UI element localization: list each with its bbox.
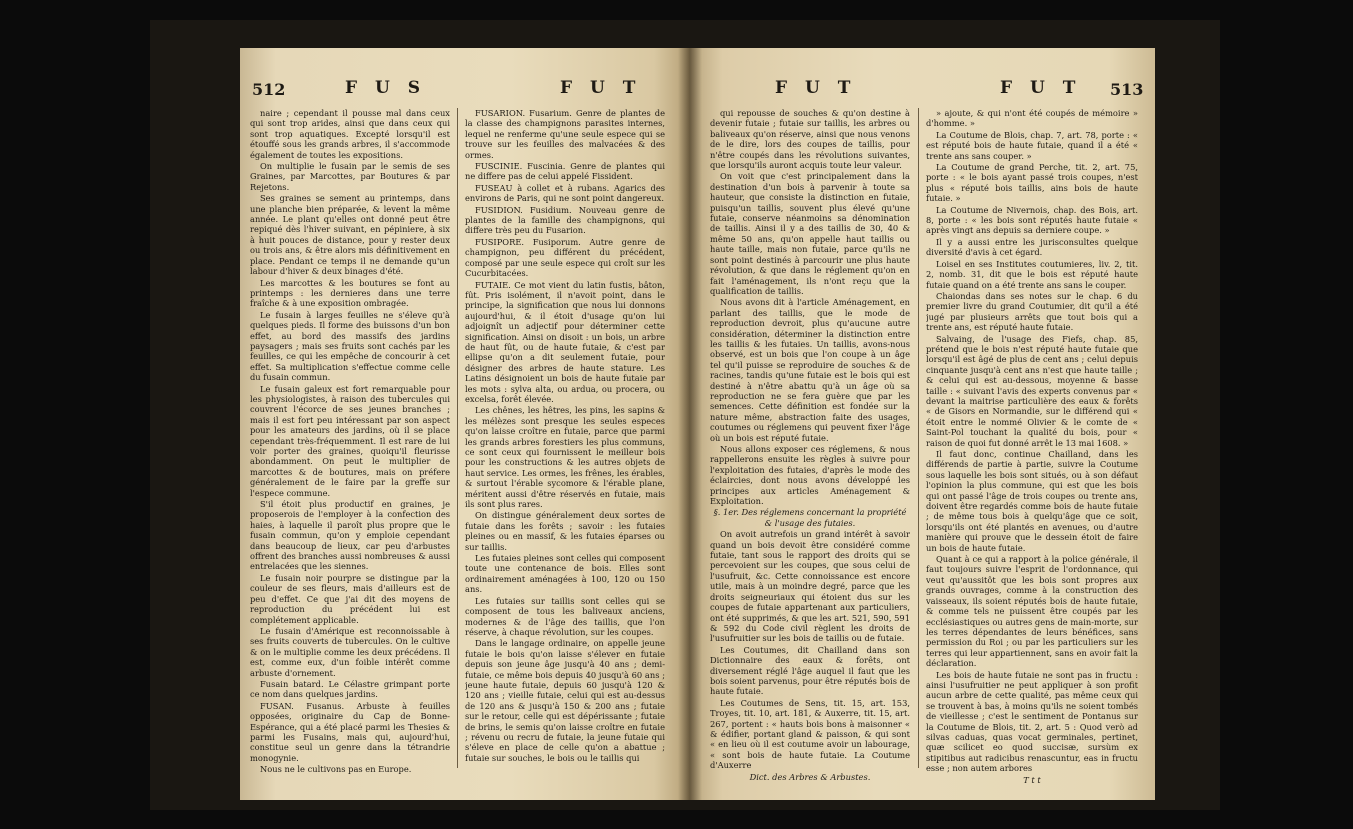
paragraph: FUSAN. Fusanus. Arbuste à feuilles opposées, originaire du Cap de Bonne-Espérance, qui a été placé parmi les Thesies & parmi les Fusains, mais qui, aujourd'hui, constitue seul un genre dans la tétrandrie monogynie. [250, 700, 450, 763]
paragraph: T t t [1023, 774, 1041, 785]
paragraph: FUSARION. Fusarium. Genre de plantes de la classe des champignons parasites internes, lequel ne renferme qu'une seule espece qui se trouve sur les feuilles des malvacées & des ormes. [465, 108, 665, 160]
paragraph: On multiplie le fusain par le semis de ses Graines, par Marcottes, par Boutures & par Rejetons. [250, 161, 450, 192]
paragraph: Loisel en ses Institutes coutumieres, liv. 2, tit. 2, nomb. 31, dit que le bois est réputé haute futaie quand on a été trente ans sans le couper. [926, 258, 1138, 290]
paragraph: On distingue généralement deux sortes de futaie dans les forêts ; savoir : les futaies pleines ou en massif, & les futaies éparses ou sur taillis. [465, 510, 665, 552]
paragraph: Les chênes, les hêtres, les pins, les sapins & les mélèzes sont presque les seules especes qu'on laisse croître en futaie, parce que parmi les grands arbres forestiers les plus communs, ce sont ceux qui fournissent le meilleur bois pour les constructions & les autres objets de haut service. Les ormes, les frênes, les érables, & surtout l'érable sycomore & l'érable plane, méritent aussi d'être réservés en futaie, mais ils sont plus rares. [465, 405, 665, 510]
paragraph: FUSIPORE. Fusiporum. Autre genre de champignon, peu différent du précédent, composé par une seule espece qui croît sur les Cucurbitacées. [465, 236, 665, 279]
paragraph: FUTAIE. Ce mot vient du latin fustis, bâton, fût. Pris isolément, il n'avoit point, dans le principe, la signification que nous lui donnons aujourd'hui, & il étoit d'usage qu'on lui adjoignît un adjectif pour déterminer cette signification. Ainsi on disoit : un bois, un arbre de haut fût, ou de haute futaie, & c'est par ellipse qu'on a dit seulement futaie, pour désigner des arbres de haute stature. Les Latins désignoient un bois de haute futaie par les mots : sylva alta, ou ardua, ou procera, ou excelsa, forêt élevée. [465, 279, 665, 404]
paragraph: FUSEAU à collet et à rubans. Agarics des environs de Paris, qui ne sont point dangereux. [465, 182, 665, 204]
paragraph: Les Coutumes, dit Chailland dans son Dictionnaire des eaux & forêts, ont diversement réglé l'âge auquel il faut que les bois soient parvenus, pour être réputés bois de haute futaie. [710, 644, 910, 697]
paragraph: S'il étoit plus productif en graines, je proposerois de l'employer à la confection des haies, à laquelle il paroît plus propre que le fusain commun, qu'on y emploie cependant dans beaucoup de lieux, car peu d'arbustes offrent des branches aussi nombreuses & aussi entrelacées que les siennes. [250, 499, 450, 572]
paragraph: Ses graines se sement au printemps, dans une planche bien préparée, & levent la même année. Le plant qu'elles ont donné peut être repiqué dès l'hiver suivant, en pépiniere, à six à huit pouces de distance, pour y rester deux ou trois ans, & être alors mis définitivement en place. Pendant ce temps il ne demande qu'un labour d'hiver & deux binages d'été. [250, 193, 450, 277]
page-number: 513 [1110, 80, 1144, 99]
paragraph: Nous ne le cultivons pas en Europe. [260, 764, 412, 775]
running-head: F U T [775, 78, 857, 98]
paragraph: La Coutume de Nivernois, chap. des Bois, art. 8, porte : « les bois sont réputés haute futaie « après vingt ans depuis sa derniere coupe. » [926, 204, 1138, 236]
paragraph: On voit que c'est principalement dans la destination d'un bois à parvenir à toute sa hauteur, que consiste la distinction en futaie, puisqu'un taillis, souvent plus élevé qu'une futaie, conserve néanmoins sa dénomination de taillis. Ainsi il y a des taillis de 30, 40 & même 50 ans, qu'on appelle haut taillis ou haute taille, mais non futaie, parce qu'ils ne sont point destinés à parcourir une plus haute révolution, & que dans le réglement qu'on en fait l'aménagement, ils n'ont reçu que la qualification de taillis. [710, 171, 910, 296]
paragraph: Les futaies sur taillis sont celles qui se composent de tous les baliveaux anciens, modernes & de l'âge des taillis, que l'on réserve, à chaque révolution, sur les coupes. [465, 595, 665, 637]
paragraph: Il y a aussi entre les jurisconsultes quelque diversité d'avis à cet égard. [926, 236, 1138, 258]
paragraph: Dict. des Arbres & Arbustes. [749, 771, 871, 782]
paragraph: Salvaing, de l'usage des Fiefs, chap. 85, prétend que le bois n'est réputé haute futaie que lorsqu'il est âgé de plus de cent ans ; celui depuis cinquante jusqu'à cent ans n'est que haute taille ; & celui qui est au-dessous, moyenne & basse taille : « suivant l'avis des experts convenus par « devant la maitrise particulière des eaux & forêts « de Gisors en Normandie, sur le différend qui « étoit entre le nommé Olivier & le comte de « Saint-Pol touchant la qualité du bois, pour « raison de quoi fut donné arrêt le 13 mai 1608. » [926, 333, 1138, 448]
open-book [150, 20, 1220, 810]
paragraph: Nous avons dit à l'article Aménagement, en parlant des taillis, que le mode de reproduction devroit, plus qu'aucune autre considération, déterminer la distinction entre les taillis & les futaies. Un taillis, avons-nous observé, est un bois que l'on coupe à un âge tel qu'il puisse se reproduire de souches & de racines, tandis qu'une futaie est le bois qui est destiné à n'être abattu qu'à un âge où sa reproduction ne se fera guère que par les semences. Cette définition est fondée sur la nature même, abstraction faite des usages, coutumes ou réglemens qui peuvent fixer l'âge où un bois est réputé futaie. [710, 297, 910, 443]
paragraph: Il faut donc, continue Chailland, dans les différends de partie à partie, suivre la Coutume sous laquelle les bois sont situés, ou à son défaut l'opinion la plus commune, qui est que les bois qui ont passé l'âge de trois coupes ou trente ans, doivent être regardés comme bois de haute futaie ; de même tous bois à quelqu'âge que ce soit, lorsqu'ils ont été plantés en avenues, ou d'autre manière qui prouve que le dessein étoit de faire un bois de haute futaie. [926, 449, 1138, 553]
paragraph: Fusain batard. Le Célastre grimpant porte ce nom dans quelques jardins. [250, 678, 450, 700]
text-column-2 [465, 108, 665, 788]
paragraph: Nous allons exposer ces réglemens, & nous rappellerons ensuite les règles à suivre pour l'exploitation des futaies, d'après le mode des éclaircies, dont nous avons développé les principes aux articles Aménagement & Exploitation. [710, 444, 910, 507]
paragraph: La Coutume de Blois, chap. 7, art. 78, porte : « est réputé bois de haute futaie, quand il a été « trente ans sans couper. » [926, 129, 1138, 161]
text-column-2 [926, 108, 1138, 788]
paragraph: Le fusain d'Amérique est reconnoissable à ses fruits couverts de tubercules. On le cultive & on le multiplie comme les deux précédens. Il est, comme eux, d'un foible intérêt comme arbuste d'ornement. [250, 625, 450, 678]
right-page [690, 48, 1155, 800]
paragraph: Les Coutumes de Sens, tit. 15, art. 153, Troyes, tit. 10, art. 181, & Auxerre, tit. 15, art. 267, portent : « hauts bois bons à maisonner « & édifier, portant gland & paisson, & qui sont « en lieu où il est coutume avoir un labourage, « sont bois de haute futaie. La Coutume d'Auxerre [710, 697, 910, 771]
running-head: F U T [560, 78, 642, 98]
left-page [240, 48, 690, 800]
text-column-1 [710, 108, 910, 788]
page-number: 512 [252, 80, 286, 99]
paragraph: La Coutume de grand Perche, tit. 2, art. 75, porte : « le bois ayant passé trois coupes, n'est plus « réputé bois taillis, ains bois de haute futaie. » [926, 162, 1138, 204]
paragraph: Les marcottes & les boutures se font au printemps : les dernieres dans une terre fraîche & à une exposition ombragée. [250, 277, 450, 309]
paragraph: Dans le langage ordinaire, on appelle jeune futaie le bois qu'on laisse s'élever en futaie depuis son jeune âge jusqu'à 40 ans ; demi-futaie, ce même bois depuis 40 jusqu'à 60 ans ; jeune haute futaie, depuis 60 jusqu'à 120 & 120 ans ; vieille futaie, celui qui est au-dessus de 120 ans & jusqu'à 150 & 200 ans ; futaie sur le retour, celle qui est dépérissante ; futaie de brins, le semis qu'on laisse croître en futaie ; révenu ou recru de futaie, la jeune futaie qui s'éleve en place de celle qu'on a abattue ; futaie sur souches, le bois ou le taillis qui [465, 638, 665, 763]
paragraph: §. 1er. Des réglemens concernant la propriété & l'usage des futaies. [713, 507, 907, 528]
column-rule [918, 108, 919, 768]
paragraph: Les bois de haute futaie ne sont pas in fructu : ainsi l'usufruitier ne peut appliquer à son profit aucun arbre de cette qualité, pas même ceux qui se trouvent à bas, à moins qu'ils ne soient tombés de vieillesse ; c'est le sentiment de Pontanus sur la Coutume de Blois, tit. 2, art. 5 : Quod verò ad silvas caduas, quas vocat germinales, pertinet, quæ scilicet eo quod succisæ, sursùm ex stipitibus aut radicibus renascuntur, eas in fructu esse ; non autem arbores [926, 669, 1138, 774]
paragraph: » ajoute, & qui n'ont été coupés de mémoire » d'homme. » [926, 108, 1138, 129]
paragraph: Le fusain galeux est fort remarquable pour les physiologistes, à raison des tubercules qui couvrent l'écorce de ses jeunes branches ; mais il est fort peu intéressant par son aspect pour les amateurs des jardins, où il se place cependant très-fréquemment. Il est rare de lui voir porter des graines, quoiqu'il fleurisse abondamment. On peut le multiplier de marcottes & de boutures, mais on préfere généralement de le faire par la greffe sur l'espece commune. [250, 383, 450, 498]
paragraph: qui repousse de souches & qu'on destine à devenir futaie ; futaie sur taillis, les arbres ou baliveaux qu'on réserve, ainsi que nous venons de le dire, lors des coupes de taillis, pour n'être coupés dans les révolutions suivantes, que lorsqu'ils auront acquis toute leur valeur. [710, 108, 910, 171]
paragraph: Le fusain noir pourpre se distingue par la couleur de ses fleurs, mais d'ailleurs est de peu d'effet. Ce que j'ai dit des moyens de reproduction du précédent lui est complétement applicable. [250, 572, 450, 625]
paragraph: naire ; cependant il pousse mal dans ceux qui sont trop arides, ainsi que dans ceux qui sont trop aquatiques. Excepté lorsqu'il est étouffé sous les grands arbres, il s'accommode également de toutes les expositions. [250, 108, 450, 160]
paragraph: FUSIDION. Fusidium. Nouveau genre de plantes de la famille des champignons, qui differe très peu du Fusarion. [465, 204, 665, 236]
paragraph: FUSCINIE. Fuscinia. Genre de plantes qui ne differe pas de celui appelé Fissident. [465, 161, 665, 182]
paragraph: Chaiondas dans ses notes sur le chap. 6 du premier livre du grand Coutumier, dit qu'il a été jugé par plusieurs arrêts que tout bois qui a trente ans, est réputé haute futaie. [926, 290, 1138, 333]
paragraph: Les futaies pleines sont celles qui composent toute une contenance de bois. Elles sont ordinairement aménagées à 100, 120 ou 150 ans. [465, 553, 665, 595]
column-rule [457, 108, 458, 768]
paragraph: Le fusain à larges feuilles ne s'éleve qu'à quelques pieds. Il forme des buissons d'un bon effet, au bord des massifs des jardins paysagers ; mais ses fruits sont cachés par les feuilles, ce qui les empêche de concourir à cet effet. Sa multiplication s'effectue comme celle du fusain commun. [250, 309, 450, 383]
running-head: F U S [345, 78, 427, 98]
running-head: F U T [1000, 78, 1082, 98]
text-column-1 [250, 108, 450, 788]
paragraph: Quant à ce qui a rapport à la police générale, il faut toujours suivre l'esprit de l'ordonnance, qui veut qu'aussitôt que les bois sont propres aux grands ouvrages, comme à la construction des vaisseaux, ils soient réputés bois de haute futaie, & comme tels ne puissent être coupés par les ecclésiastiques ou autres gens de main-morte, sur les terres dépendantes de leurs bénéfices, sans permission du Roi ; ou par les particuliers sur les terres qui leur appartiennent, sans en avoir fait la déclaration. [926, 554, 1138, 669]
paragraph: On avoit autrefois un grand intérêt à savoir quand un bois devoit être considéré comme futaie, tant sous le rapport des droits qui se percevoient sur les coupes, que sous celui de l'usufruit, &c. Cette connoissance est encore utile, mais à un moindre degré, parce que les droits seigneuriaux qui étoient dus sur les coupes de futaie appartenant aux particuliers, ont été supprimés, & que les art. 521, 590, 591 & 592 du Code civil règlent les droits de l'usufruitier sur les bois de taillis ou de futaie. [710, 529, 910, 644]
